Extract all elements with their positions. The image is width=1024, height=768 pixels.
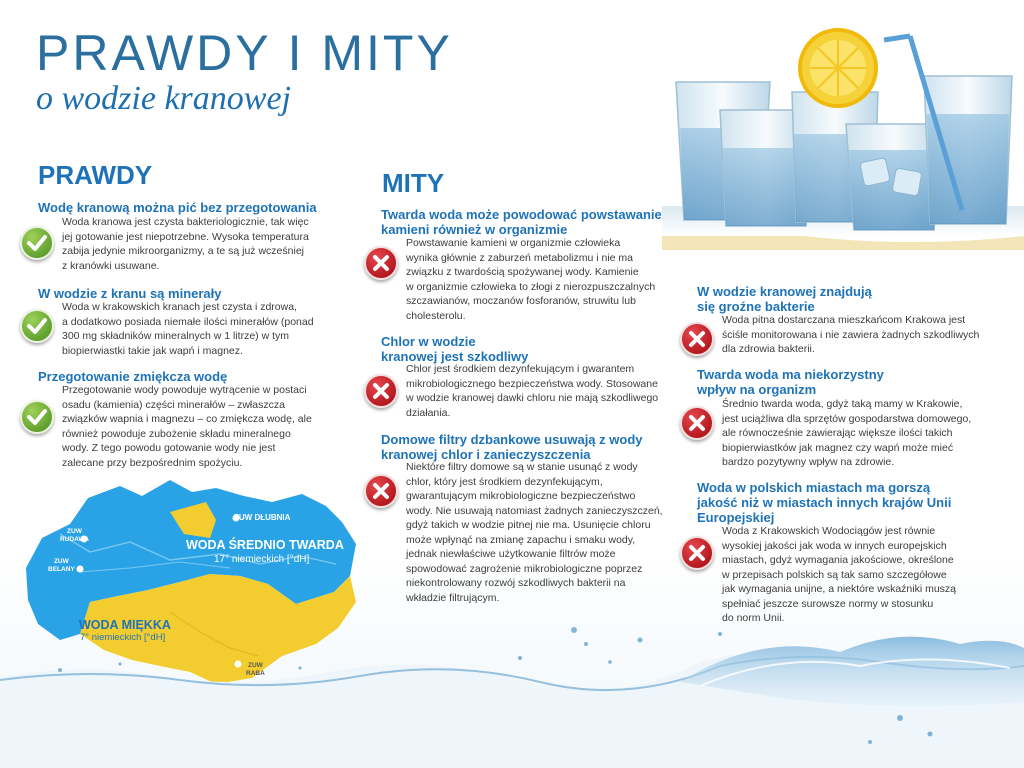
cross-icon [364,474,398,508]
truth-3-text: Przegotowanie wody powoduje wytrącenie w postaci osadu (kamienia) części minerałów – zwłaszcza związków wapnia i magnezu – co zmiękcza wodę, ale również powoduje zubożenie składu mineralnego wody. Z tego powodu gotowanie wody nie jest zalecane przy bezpośrednim spożyciu. [62,384,312,469]
myths-heading: MITY [382,168,445,198]
myth-3-title: Domowe filtry dzbankowe usuwają z wody kranowej chlor i zanieczyszczenia [381,432,643,462]
page-subtitle: o wodzie kranowej [36,80,291,117]
cross-icon [680,322,714,356]
station-belany-marker [77,566,84,573]
cross-icon [364,374,398,408]
truths-heading: PRAWDY [38,160,153,190]
check-icon [20,309,54,343]
myth-6-title: Woda w polskich miastach ma gorszą jakość niż w miastach innych krajów Unii Europejskiej [697,480,952,525]
truth-1-text: Woda kranowa jest czysta bakteriologicznie, tak więc jej gotowanie jest niepotrzebne. Wysoka temperatura zabija jedynie mikroorganizmy, a te są już wcześniej z kranówki usuwane. [62,216,309,272]
station-belany-label: ZUW BELANY [48,558,75,573]
myth-4-title: W wodzie kranowej znajdują się groźne bakterie [697,284,872,314]
myth-2-text: Chlor jest środkiem dezynfekującym i gwarantem mikrobiologicznego bezpieczeństwa wody. Stosowane w wodzie kranowej dawki chloru nie mają szkodliwego działania. [406,363,659,419]
station-rudawa-label: ZUW RUDAWA [60,528,89,543]
soft-label: WODA MIĘKKA [79,618,171,632]
check-icon [20,226,54,260]
myth-6-text: Woda z Krakowskich Wodociągów jest równie wysokiej jakości jak woda w innych europejskich miastach, gdyż wymagania jakościowe, określone w przepisach polskich są tak samo szczegółowe jak wymagania unijne, a niektóre wskaźniki muszą spełniać jeszcze surowsze normy w stosunku do norm Unii. [722,525,957,624]
medium-hard-value: 17° niemieckich [°dH] [214,554,310,565]
cross-icon [680,536,714,570]
truth-1-title: Wodę kranową można pić bez przegotowania [38,200,317,215]
water-glasses-illustration [662,10,1024,250]
myth-3-text: Niektóre filtry domowe są w stanie usunąć z wody chlor, który jest środkiem dezynfekującym, gwarantującym mikrobiologiczne bezpieczeństwo wody. Nie usuwają natomiast żadnych zanieczyszczeń, gdyż takich w wodzie pitnej nie ma. Usunięcie chloru może wpłynąć na zmianę zapachu i smaku wody, jednak niewłaściwe użytkowanie filtrów może spowodować zagrożenie mikrobiologiczne poprzez niekontrolowany rozwój szkodliwych bakterii na wkładzie filtrującym. [406,461,663,604]
myth-5-title: Twarda woda ma niekorzystny wpływ na organizm [697,367,884,397]
truth-2-text: Woda w krakowskich kranach jest czysta i zdrowa, a dodatkowo posiada niemałe ilości minerałów (ponad 300 mg składników mineralnych w 1 litrze) w tym biopierwiastki takie jak wapń i magnez. [62,301,314,357]
myth-1-text: Powstawanie kamieni w organizmie człowieka wynika głównie z zaburzeń metabolizmu i nie ma związku z twardością spożywanej wody. Kamienie w organizmie człowieka to złogi z nierozpuszczalnych szczawianów, moczanów fosforanów, struwitu lub cholesterolu. [406,237,656,322]
station-raba-label: ZUW RABA [246,662,265,677]
truth-3-title: Przegotowanie zmiękcza wodę [38,369,228,384]
cross-icon [364,246,398,280]
truth-2-title: W wodzie z kranu są minerały [38,286,222,301]
myth-2-title: Chlor w wodzie kranowej jest szkodliwy [381,334,529,364]
myth-5-text: Średnio twarda woda, gdyż taką mamy w Krakowie, jest uciążliwa dla sprzętów gospodarstwa domowego, ale równocześnie zawierając większe ilości takich biopierwiastków jak magnez czy wapń może mieć bardzo pozytywny wpływ na zdrowie. [722,398,972,468]
myth-1-title: Twarda woda może powodować powstawanie kamieni również w organizmie [381,207,662,237]
page-title: PRAWDY I MITY [36,25,453,81]
soft-value: 7° niemieckich [°dH] [80,632,166,643]
station-dlubnia-label: ZUW DŁUBNIA [234,513,291,522]
check-icon [20,400,54,434]
water-splash-decoration [0,622,1024,768]
cross-icon [680,406,714,440]
myth-4-text: Woda pitna dostarczana mieszkańcom Krakowa jest ściśle monitorowana i nie zawiera żadnych szkodliwych dla zdrowia bakterii. [722,314,980,355]
medium-hard-label: WODA ŚREDNIO TWARDA [186,538,344,552]
